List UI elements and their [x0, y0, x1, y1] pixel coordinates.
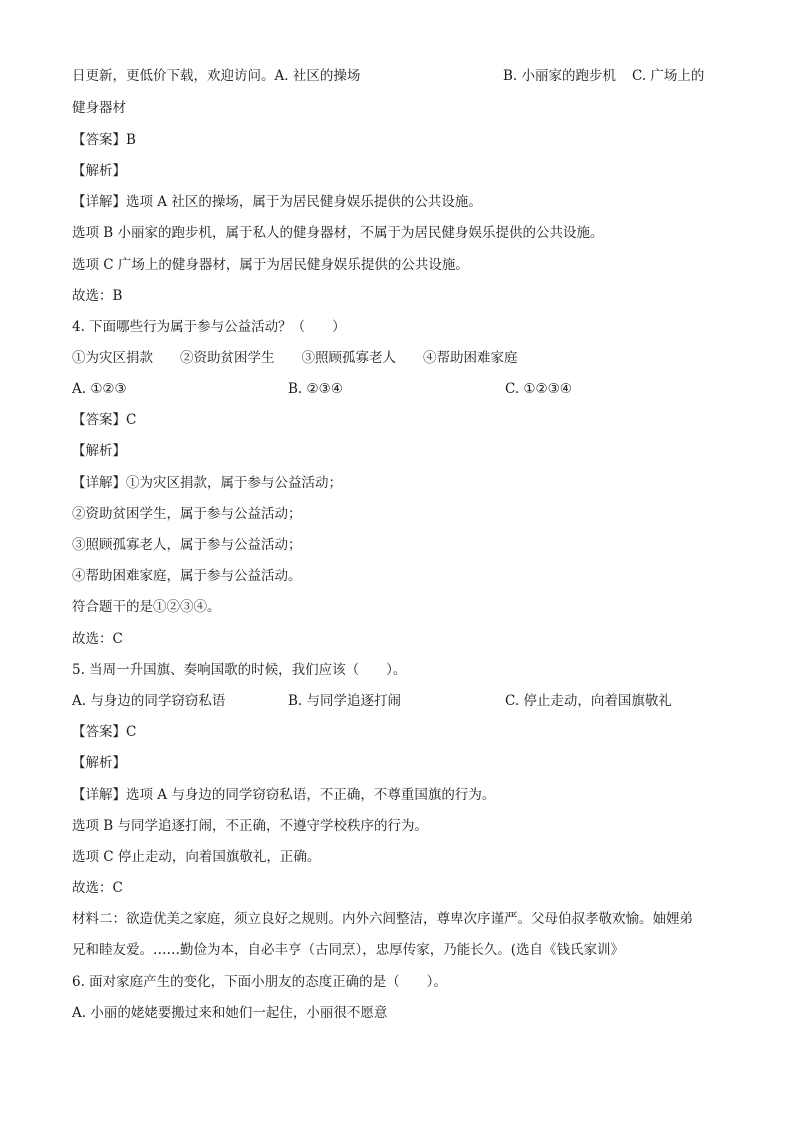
option-b-text: B. ②③④: [288, 381, 343, 397]
answer-label: 【答案】C: [72, 412, 137, 428]
option-c-text: C. 广场上的: [632, 68, 705, 84]
option-b-text: B. 小丽家的跑步机: [503, 68, 617, 84]
analysis-label: 【解析】: [72, 755, 126, 771]
detail-line: 【详解】选项 A 社区的操场，属于为居民健身娱乐提供的公共设施。: [72, 194, 482, 210]
option-c-continuation: 健身器材: [72, 100, 126, 116]
option-b-text: B. 与同学追逐打闹: [288, 693, 402, 709]
material-line: 兄和睦友爱。……勤俭为本，自必丰亨（古同烹），忠厚传家，乃能长久。(选自《钱氏家训》: [72, 942, 625, 958]
detail-line: 符合题干的是①②③④。: [72, 599, 221, 615]
question-4-items: ①为灾区捐款 ②资助贫困学生 ③照顾孤寡老人 ④帮助困难家庭: [72, 350, 518, 366]
conclusion-line: 故选：C: [72, 880, 123, 896]
option-c-text: C. 停止走动，向着国旗敬礼: [505, 693, 672, 709]
answer-label: 【答案】B: [72, 132, 136, 148]
detail-line: ②资助贫困学生，属于参与公益活动；: [72, 506, 302, 522]
detail-line: 选项 C 广场上的健身器材，属于为居民健身娱乐提供的公共设施。: [72, 257, 469, 273]
detail-line: ④帮助困难家庭，属于参与公益活动。: [72, 568, 302, 584]
option-a-text: A. ①②③: [72, 381, 127, 397]
option-a-text: A. 小丽的姥姥要搬过来和她们一起住，小丽很不愿意: [72, 1005, 388, 1021]
option-a-line: 日更新，更低价下载，欢迎访问。A. 社区的操场: [72, 68, 361, 84]
detail-line: 选项 C 停止走动，向着国旗敬礼，正确。: [72, 849, 321, 865]
conclusion-line: 故选：B: [72, 288, 123, 304]
option-c-text: C. ①②③④: [505, 381, 572, 397]
detail-line: ③照顾孤寡老人，属于参与公益活动；: [72, 537, 302, 553]
answer-label: 【答案】C: [72, 724, 137, 740]
detail-line: 【详解】①为灾区捐款，属于参与公益活动；: [72, 475, 342, 491]
question-4: 4. 下面哪些行为属于参与公益活动？（ ）: [72, 319, 346, 335]
material-line: 材料二：欲造优美之家庭，须立良好之规则。内外六闾整洁，尊卑次序谨严。父母伯叔孝敬欢愉。妯娌弟: [72, 911, 693, 927]
analysis-label: 【解析】: [72, 443, 126, 459]
detail-line: 选项 B 与同学追逐打闹，不正确，不遵守学校秩序的行为。: [72, 818, 429, 834]
detail-line: 选项 B 小丽家的跑步机，属于私人的健身器材，不属于为居民健身娱乐提供的公共设施。: [72, 225, 604, 241]
question-6: 6. 面对家庭产生的变化，下面小朋友的态度正确的是（ ）。: [72, 974, 447, 990]
detail-line: 【详解】选项 A 与身边的同学窃窃私语，不正确，不尊重国旗的行为。: [72, 787, 496, 803]
option-a-text: A. 与身边的同学窃窃私语: [72, 693, 226, 709]
conclusion-line: 故选：C: [72, 631, 123, 647]
question-5: 5. 当周一升国旗、奏响国歌的时候，我们应该（ ）。: [72, 662, 407, 678]
analysis-label: 【解析】: [72, 163, 126, 179]
